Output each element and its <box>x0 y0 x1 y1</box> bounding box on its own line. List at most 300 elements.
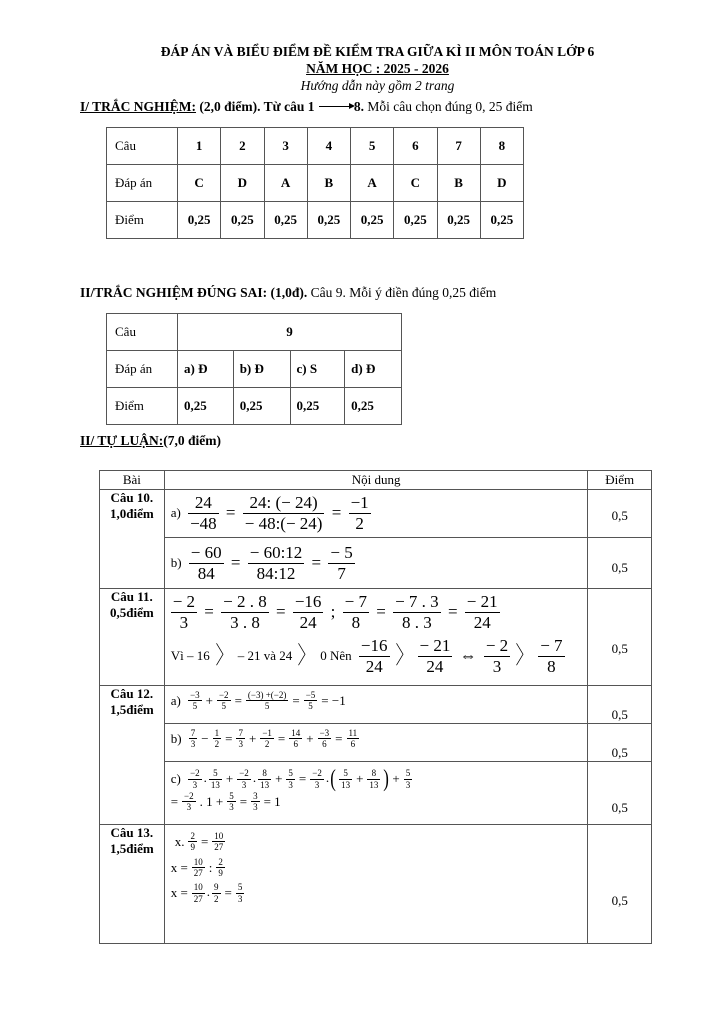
q-cell: 8 <box>480 128 523 165</box>
denominator: 13 <box>341 779 351 790</box>
equals-sign: = <box>204 602 214 622</box>
q-cell: 2 <box>221 128 264 165</box>
plus-sign: + <box>356 771 364 787</box>
denominator: 6 <box>293 739 298 750</box>
equals-sign: = <box>200 833 209 849</box>
numerator: − 21 <box>466 592 498 612</box>
denominator: 5 <box>308 701 313 712</box>
part1-row-answers <box>107 165 524 202</box>
divide-sign: : <box>208 859 213 875</box>
part2-title: II/TRẮC NGHIỆM ĐÚNG SAI: (1,0đ). <box>80 285 308 300</box>
q13-weight: 1,5điểm <box>110 841 154 857</box>
part1-desc: Mỗi câu chọn đúng 0, 25 điểm <box>364 99 533 114</box>
numerator: 5 <box>237 882 243 893</box>
numerator: 8 <box>258 768 271 779</box>
points-value: 0,5 <box>611 800 628 816</box>
q10-a-math <box>165 490 588 537</box>
q12-weight: 1,5điểm <box>110 702 154 718</box>
greater-than-icon: 〉 <box>297 643 315 670</box>
q11-line2 <box>165 636 588 680</box>
numerator: − 21 <box>419 636 451 656</box>
denominator: 8 <box>547 656 556 676</box>
text: x = <box>170 885 188 901</box>
q11-title: Câu 11. <box>110 589 153 605</box>
points-value: 0,5 <box>611 893 628 909</box>
row-label: Đáp án <box>107 351 178 388</box>
fraction <box>188 768 202 790</box>
plus-sign: + <box>306 730 314 746</box>
points-cell: 0,25 <box>307 202 350 239</box>
q12-b-points-cell <box>588 724 652 762</box>
equals-sign: = <box>239 793 248 809</box>
fraction <box>221 592 269 632</box>
equals-sign: = <box>447 602 458 622</box>
fraction <box>171 592 197 632</box>
denominator: 3 <box>314 779 320 790</box>
fraction <box>404 768 413 790</box>
fraction <box>189 728 198 750</box>
numerator: 5 <box>209 768 222 779</box>
denominator: 6 <box>350 739 356 750</box>
answer-cell: b) Đ <box>233 351 290 388</box>
q-cell: 7 <box>437 128 480 165</box>
row-label: Điểm <box>107 388 178 425</box>
fraction <box>188 493 219 533</box>
fraction <box>246 690 288 712</box>
denominator: 3 <box>192 779 198 790</box>
denominator: 13 <box>210 779 220 790</box>
result: = −1 <box>321 692 346 708</box>
row-label: Câu <box>107 128 178 165</box>
q12-row-a <box>100 686 652 724</box>
denominator: −48 <box>190 513 217 533</box>
q12-a-points-cell <box>588 686 652 724</box>
part3-title: II/ TỰ LUẬN: <box>80 433 164 448</box>
denominator: 8 . 3 <box>402 612 432 632</box>
points-value: 0,5 <box>611 745 628 761</box>
denominator: 3 <box>492 656 502 676</box>
minus-sign: − <box>201 730 209 746</box>
numerator: − 7 <box>540 636 563 656</box>
q11-line1 <box>165 589 588 636</box>
numerator: 10 <box>214 831 224 842</box>
part2-table <box>106 313 402 425</box>
points-cell: 0,25 <box>221 202 264 239</box>
col-header-diem: Điểm <box>588 471 652 490</box>
greater-than-icon: 〉 <box>215 643 233 670</box>
fraction <box>192 857 205 879</box>
part-tag: a) <box>170 692 181 708</box>
q12-label <box>100 686 165 825</box>
fraction <box>192 882 205 904</box>
numerator: 14 <box>291 728 301 739</box>
answer-cell: B <box>307 165 350 202</box>
fraction <box>188 690 202 712</box>
numerator: 10 <box>193 856 203 867</box>
points-cell: 0,25 <box>394 202 437 239</box>
fraction <box>236 728 245 750</box>
numerator: −2 <box>190 768 200 779</box>
denominator: 27 <box>193 893 203 904</box>
part-tag: a) <box>170 505 181 521</box>
answer-cell: D <box>221 165 264 202</box>
part-tag: b) <box>170 730 182 746</box>
denominator: 24 <box>426 656 444 676</box>
part1-row-points <box>107 202 524 239</box>
row-label: Điểm <box>107 202 178 239</box>
numerator: −2 <box>218 690 229 701</box>
q-cell: 6 <box>394 128 437 165</box>
numerator: 7 <box>190 728 196 739</box>
q10-b-math <box>165 538 588 587</box>
equals-sign: = <box>335 730 343 746</box>
equals-sign: = <box>311 553 322 573</box>
equals-sign: = <box>224 885 232 901</box>
fraction <box>216 857 225 879</box>
numerator: − 60 <box>190 543 222 563</box>
points-cell: 0,25 <box>290 388 345 425</box>
q13-content <box>164 825 588 944</box>
part3-header-row <box>100 471 652 490</box>
row-label: Đáp án <box>107 165 178 202</box>
numerator: 7 <box>238 728 243 739</box>
points-value: 0,5 <box>611 560 628 576</box>
points-value: 0,5 <box>611 508 628 523</box>
q-cell: 3 <box>264 128 307 165</box>
plus-sign: + <box>248 730 257 746</box>
equals-sign: = <box>376 602 386 622</box>
equals-sign: = <box>331 503 342 523</box>
fraction <box>339 768 352 790</box>
fraction <box>237 768 251 790</box>
denominator: 5 <box>192 701 198 712</box>
denominator: 2 <box>214 893 219 904</box>
numerator: −1 <box>350 493 369 512</box>
denominator: 3 <box>238 739 243 750</box>
q12-c-points-cell <box>588 762 652 825</box>
fraction <box>484 636 510 676</box>
part1-heading <box>80 99 533 115</box>
fraction <box>343 592 369 632</box>
answer-cell: a) Đ <box>178 351 234 388</box>
q12-c-line1: c) $\frac{-2}{3}$ . $\frac{5}{13}$ + $\frac{-2}{3}$ . $\frac{8}{13}$ + $\frac{5}{3}$ = $\frac{-2}{3}$ .( $\frac{5}{13}$ + $\frac{8}{13}$ ) + $\frac{5}{3}$ <box>170 766 411 793</box>
answer-cell: D <box>480 165 523 202</box>
text: – 21 và 24 <box>237 648 293 664</box>
numerator: 11 <box>348 728 358 739</box>
equals-sign: = <box>230 553 241 573</box>
points-value: 0,5 <box>611 707 628 723</box>
fraction <box>328 543 354 583</box>
part2-heading <box>80 285 496 301</box>
points-value: 0,5 <box>611 641 628 657</box>
numerator: −5 <box>305 690 316 701</box>
denominator: 13 <box>260 779 270 790</box>
points-cell: 0,25 <box>480 202 523 239</box>
denominator: 3 <box>190 739 196 750</box>
denominator: 2 <box>214 739 220 750</box>
plus-sign: + <box>392 771 400 787</box>
fraction <box>418 636 453 676</box>
school-year: NĂM HỌC : 2025 - 2026 <box>306 61 449 76</box>
denominator: 13 <box>369 779 379 790</box>
denominator: 84:12 <box>256 563 296 583</box>
q10-b-points-cell <box>588 538 652 589</box>
fraction <box>217 690 231 712</box>
text: 0 Nên <box>320 648 352 664</box>
plus-sign: + <box>225 771 234 787</box>
fraction <box>465 592 500 632</box>
text: Vì – 16 <box>170 648 210 664</box>
q-cell: 1 <box>178 128 221 165</box>
numerator: − 2 <box>172 592 196 612</box>
q12-row-b <box>100 724 652 762</box>
points-cell: 0,25 <box>264 202 307 239</box>
equivalence-icon: ⇔ <box>459 646 477 666</box>
denominator: 27 <box>193 868 203 879</box>
q-cell: 9 <box>178 314 402 351</box>
q10-label <box>100 490 165 589</box>
text: x = <box>170 859 188 875</box>
answer-cell: B <box>437 165 480 202</box>
denominator: 3 <box>229 802 234 813</box>
q13-points-cell <box>588 825 652 944</box>
numerator: − 2 <box>485 636 509 656</box>
fraction <box>236 882 245 904</box>
q13-title: Câu 13. <box>110 825 154 841</box>
numerator: 2 <box>218 856 223 867</box>
greater-than-icon: 〉 <box>515 643 533 670</box>
denominator: 3 <box>405 779 411 790</box>
numerator: 3 <box>253 791 258 802</box>
q12-a-math <box>165 686 588 716</box>
col-header-bai: Bài <box>100 471 165 490</box>
fraction <box>251 791 260 813</box>
text: x. <box>174 833 185 849</box>
denominator: 9 <box>190 842 195 853</box>
numerator: −3 <box>190 690 200 701</box>
part1-row-questions <box>107 128 524 165</box>
q12-title: Câu 12. <box>110 686 154 702</box>
points-cell: 0,25 <box>178 388 234 425</box>
denominator: 84 <box>197 563 215 583</box>
q12-c-content <box>164 762 588 825</box>
part1-range-end: 8. <box>353 99 364 114</box>
numerator: 5 <box>405 768 411 779</box>
q13-row <box>100 825 652 944</box>
answer-cell: c) S <box>290 351 345 388</box>
denominator: 7 <box>337 563 346 583</box>
fraction <box>243 493 325 533</box>
fraction <box>260 728 274 750</box>
fraction <box>347 728 360 750</box>
denominator: 5 <box>221 701 227 712</box>
answer-cell: A <box>264 165 307 202</box>
numerator: −2 <box>239 768 249 779</box>
points-cell: 0,25 <box>351 202 394 239</box>
numerator: 1 <box>214 728 220 739</box>
numerator: 24: (− 24) <box>243 493 325 514</box>
denominator: − 48:(− 24) <box>244 513 323 533</box>
denominator: 3 . 8 <box>230 612 260 632</box>
arrow-icon <box>319 106 353 107</box>
equals-sign: = <box>277 730 286 746</box>
part-tag: b) <box>170 555 182 571</box>
q11-content <box>164 589 588 686</box>
fraction <box>227 791 236 813</box>
denominator: 8 <box>351 612 361 632</box>
page-note: Hướng dẫn này gồm 2 trang <box>300 78 455 93</box>
q13-line2 <box>165 857 588 883</box>
numerator: 10 <box>193 882 203 893</box>
fraction <box>213 728 222 750</box>
numerator: −16 <box>360 636 388 656</box>
part1-title: I/ TRẮC NGHIỆM: <box>80 99 197 114</box>
numerator: 2 <box>190 831 195 842</box>
equals-sign: = <box>275 602 286 622</box>
fraction <box>189 543 224 583</box>
fraction <box>367 768 380 790</box>
points-cell: 0,25 <box>233 388 290 425</box>
denominator: 5 <box>264 701 270 712</box>
numerator: 24 <box>188 493 219 514</box>
numerator: −1 <box>262 728 272 739</box>
equals-sign: = <box>225 503 236 523</box>
equals-sign: = <box>234 692 242 708</box>
q12-a-content <box>164 686 588 724</box>
part1-table <box>106 127 524 239</box>
fraction <box>293 592 324 632</box>
part2-row-answers <box>107 351 402 388</box>
fraction <box>318 728 332 750</box>
q13-line1 <box>165 825 588 857</box>
fraction <box>289 728 302 750</box>
denominator: 27 <box>214 842 224 853</box>
plus-sign: + <box>205 692 213 708</box>
q10-row-a <box>100 490 652 538</box>
q11-weight: 0,5điểm <box>110 605 154 621</box>
q11-points-cell <box>588 589 652 686</box>
fraction <box>304 690 318 712</box>
q10-row-b <box>100 538 652 589</box>
right-paren: ) <box>383 766 390 793</box>
numerator: 5 <box>339 768 352 779</box>
fraction <box>310 768 324 790</box>
denominator: 24 <box>365 656 383 676</box>
numerator: − 7 . 3 <box>395 592 439 612</box>
part2-desc: Câu 9. Mỗi ý điền đúng 0,25 điểm <box>307 285 497 300</box>
fraction <box>258 768 271 790</box>
fraction <box>393 592 441 632</box>
part3-score: (7,0 điểm) <box>163 433 222 448</box>
numerator: −3 <box>319 728 330 739</box>
result: = 1 <box>263 793 281 809</box>
numerator: 5 <box>229 791 234 802</box>
q12-b-content <box>164 724 588 762</box>
numerator: −2 <box>312 768 322 779</box>
part2-row-points <box>107 388 402 425</box>
answer-cell: C <box>394 165 437 202</box>
q10-a-points-cell <box>588 490 652 538</box>
q12-row-c <box>100 762 652 825</box>
equals-sign: = <box>292 692 300 708</box>
q11-label <box>100 589 165 686</box>
q10-b-content <box>164 538 588 589</box>
q12-b-math <box>165 724 588 754</box>
fraction <box>212 831 225 853</box>
numerator: − 5 <box>330 543 353 563</box>
text: . 1 + <box>199 793 224 809</box>
fraction <box>349 493 371 533</box>
numerator: (−3) +(−2) <box>247 690 287 701</box>
points-cell: 0,25 <box>345 388 402 425</box>
q10-a-content <box>164 490 588 538</box>
points-cell: 0,25 <box>437 202 480 239</box>
numerator: − 60:12 <box>249 543 303 563</box>
denominator: 24 <box>473 612 491 632</box>
denominator: 6 <box>322 739 327 750</box>
q13-label <box>100 825 165 944</box>
numerator: − 2 . 8 <box>223 592 267 612</box>
fraction <box>248 543 305 583</box>
q12-c-line2 <box>165 791 588 817</box>
denominator: 2 <box>264 739 270 750</box>
denominator: 3 <box>179 612 189 632</box>
denominator: 2 <box>355 513 364 533</box>
denominator: 3 <box>253 802 258 813</box>
denominator: 24 <box>299 612 317 632</box>
fraction <box>182 791 196 813</box>
greater-than-icon: 〉 <box>395 643 412 670</box>
col-header-noidung: Nội dung <box>164 471 588 490</box>
q-cell: 4 <box>307 128 350 165</box>
denominator: 3 <box>241 779 247 790</box>
q10-weight: 1,0điểm <box>110 506 154 521</box>
equals-sign: = <box>170 793 179 809</box>
document-title: ĐÁP ÁN VÀ BIỂU ĐIỂM ĐỀ KIỂM TRA GIỮA KÌ II MÔN TOÁN LỚP 6 <box>160 44 595 59</box>
denominator: 3 <box>237 893 243 904</box>
q13-line3: x = $\frac{10}{27}$ . $\frac{9}{2}$ = $\frac{5}{3}$ <box>170 882 243 904</box>
left-paren: ( <box>330 766 336 793</box>
denominator: 9 <box>218 868 223 879</box>
denominator: 3 <box>186 802 192 813</box>
part-tag: c) <box>170 771 181 787</box>
q11-row <box>100 589 652 686</box>
numerator: −2 <box>184 791 194 802</box>
equals-sign: = <box>225 730 233 746</box>
fraction <box>538 636 564 676</box>
fraction <box>359 636 390 676</box>
numerator: 5 <box>288 768 293 779</box>
points-cell: 0,25 <box>178 202 221 239</box>
part3-heading <box>80 433 221 449</box>
part3-table <box>99 470 652 944</box>
row-label: Câu <box>107 314 178 351</box>
fraction <box>286 768 295 790</box>
fraction <box>209 768 222 790</box>
answer-cell: d) Đ <box>345 351 402 388</box>
q-cell: 5 <box>351 128 394 165</box>
answer-cell: A <box>351 165 394 202</box>
part2-row-question <box>107 314 402 351</box>
numerator: −16 <box>294 592 322 612</box>
fraction <box>212 882 221 904</box>
fraction <box>188 831 197 853</box>
separator: ; <box>330 602 336 622</box>
q10-title: Câu 10. <box>110 490 154 505</box>
numerator: 8 <box>367 768 380 779</box>
part1-score: (2,0 điểm). Từ câu 1 <box>196 99 318 114</box>
plus-sign: + <box>275 771 283 787</box>
